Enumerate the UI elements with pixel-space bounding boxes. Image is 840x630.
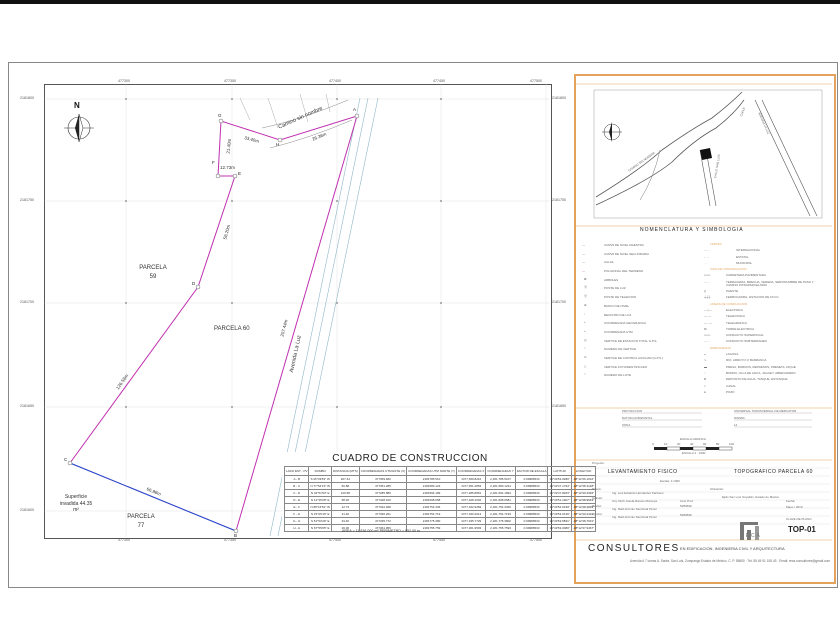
legend-heading: LIMITES	[710, 242, 722, 246]
column-header: LADO EST - PV	[285, 467, 309, 476]
drawn-by-value: Ing. Luis Eduardo Hernández Pacheco	[612, 491, 664, 495]
table-cell: N 88°16'52" W	[310, 505, 330, 509]
legend-right-list	[704, 242, 828, 396]
legend-item	[580, 346, 684, 355]
location-label: CALLE	[739, 106, 747, 118]
legend-item-label: CALLE	[604, 260, 614, 265]
legend-item	[580, 312, 684, 321]
column-header: COORDENADAS Y	[486, 467, 515, 476]
table-cell: G - H	[285, 518, 309, 525]
table-cell: 477342.928	[359, 504, 406, 511]
table-cell: 2181785.510	[407, 476, 457, 483]
column-header: COORDENADAS X	[457, 467, 486, 476]
table-cell: ±477,359.8216	[457, 476, 486, 483]
table-row	[285, 504, 596, 511]
table-cell: ±477,351.2853	[457, 483, 486, 490]
table-cell: -98°12'36.1016"	[572, 477, 595, 481]
legend-item	[580, 294, 684, 303]
location-label: AVENIDA LA LUZ	[757, 111, 771, 135]
legend-item-label: REGISTRO DE LUZ	[604, 312, 632, 317]
legend-item: ┼┼┼ FERROCARRIL, ESTACION DE FF.CC.	[704, 295, 780, 300]
date-value: Mayo / 2019	[786, 505, 803, 509]
column-header: DISTANCIA (MTS)	[331, 467, 359, 476]
table-cell: 0.99986533	[515, 518, 548, 525]
legend-item: —··— TELEGRAFICA	[704, 320, 747, 325]
table-cell: 19°43'53.5831"	[549, 519, 570, 523]
legend-symbol: - - -	[704, 248, 709, 253]
table-row	[285, 490, 596, 497]
legend-item-label: VERTICE FOTOIDENTIFICADO	[604, 364, 648, 369]
table-cell: 477359.820	[359, 476, 406, 483]
y-tick-label: 2181650	[20, 404, 34, 408]
plan-key-label: CLAVE DE PLANO	[786, 517, 812, 521]
legend-item	[580, 338, 684, 347]
vertex-label: D	[192, 281, 196, 286]
table-cell: 2181594.189	[407, 490, 457, 497]
company-logo: RECA	[740, 533, 762, 539]
y-tick-label: 2181800	[552, 96, 566, 100]
table-cell: 2181698.058	[407, 497, 457, 504]
legend-item: ● POZO	[704, 389, 735, 394]
table-cell: N 67°55'05" E	[310, 526, 330, 530]
project-label: Proyecto:	[592, 461, 605, 465]
table-cell: 33.40	[331, 518, 359, 525]
x-tick-label: 477500	[530, 79, 542, 83]
legend-symbol: ┼┼┼	[704, 295, 711, 300]
reviewed-by-value: Ing. Raúl Antonio Sandoval Pérez	[612, 507, 657, 511]
table-cell: 2,181,754.3366	[486, 504, 515, 511]
parcel-label: PARCELA 77	[127, 514, 155, 529]
table-cell: 2,181,594.1894	[486, 490, 515, 497]
table-cell: -98°12'38.4839"	[572, 505, 595, 509]
legend-item-label: POSTE DE TELEFONO	[604, 295, 637, 300]
y-tick-label: 2181650	[552, 404, 566, 408]
table-cell: 2,181,698.0581	[486, 497, 515, 504]
table-cell: -98°12'40.4394"	[572, 491, 595, 495]
table-cell: 26.36	[331, 525, 359, 532]
benchmark-icon: ⊕	[584, 302, 587, 307]
legend-symbol: - · -	[704, 254, 709, 259]
legend-symbol: · · ·	[704, 260, 709, 265]
legend-item: ═══ CONDUCTO SUPERFICIAL	[704, 333, 764, 338]
vertex-label: C	[64, 457, 68, 462]
table-cell: N 34°51'53" E	[310, 491, 330, 495]
calculated-by-label: Calculó:	[592, 496, 603, 500]
lot-number-icon: ○	[584, 372, 586, 377]
drawn-by-label: Dibujó:	[592, 487, 602, 491]
table-cell: ±477,330.2013	[457, 511, 486, 518]
legend-item-label: BANCO DE NIVEL	[604, 303, 630, 308]
geo-coordinate-icon: +	[584, 320, 586, 325]
table-cell: N 14°45'28" E	[310, 498, 330, 502]
legend-item: - - - CONDUCTO SUBTERRANEO	[704, 339, 767, 344]
table-cell: N 77°54'15" W	[310, 484, 330, 488]
table-cell: 2,181,580.1231	[486, 483, 515, 490]
x-tick-label: 477350	[224, 538, 236, 542]
table-cell: 477335.772	[359, 518, 406, 525]
utm-coordinate-icon: +	[584, 328, 586, 333]
company-subtitle: EN EDIFICACION, INGENIERIA CIVIL Y ARQUITECTURA	[680, 546, 785, 551]
distance-label: 58.20m	[222, 224, 232, 240]
control-vertex-icon: ⊙	[584, 354, 587, 359]
column-header: RUMBO	[309, 467, 332, 476]
table-cell: S 06°49'53" W	[310, 477, 330, 481]
legend-item-label: COORDENADA UTM	[604, 329, 633, 334]
y-tick-label: 2181600	[20, 508, 34, 512]
calculated-by-value: Arq. Ruth Josefa Ramos Montoya	[612, 499, 658, 503]
reviewed-by-label: Revisó:	[592, 504, 603, 508]
projection-value: 14	[734, 423, 738, 427]
vertex-label: A	[353, 107, 357, 112]
table-cell: 19°43'52.6199"	[549, 505, 570, 509]
x-tick-label: 477300	[118, 538, 130, 542]
table-cell: C - D	[285, 490, 309, 497]
table-row	[285, 511, 596, 518]
table-cell: 477351.285	[359, 483, 406, 490]
projection-key: PROYECCION	[622, 409, 643, 413]
legend-symbol: —	[582, 251, 585, 256]
table-cell: -98°12'38.4148"	[572, 484, 595, 488]
project-title: LEVANTAMIENTO FISICO	[608, 469, 678, 475]
table-cell: 19°43'53.0280"	[549, 477, 570, 481]
legend-item	[580, 364, 684, 373]
scale-title: ESCALA GRAFICA	[680, 437, 706, 441]
license-value: 5280596	[680, 513, 692, 517]
column-header: COORDENADAS UTM ESTE (X)	[359, 467, 406, 476]
table-cell: 2181755.759	[407, 525, 457, 532]
legend-item: ⊠ TORRE ELECTRICA	[704, 326, 755, 331]
table-row	[285, 483, 596, 490]
legend-item	[580, 355, 684, 364]
lagoon-icon: ◒	[704, 352, 706, 357]
tree-icon: ✿	[584, 276, 587, 281]
table-cell: 2181580.123	[407, 483, 457, 490]
table-cell: ±477,285.8891	[457, 490, 486, 497]
table-cell: 19°43'47.1794"	[549, 484, 570, 488]
company-address: Avenida # 7 lomas A. Santa. San Luis, Zumpango Estado de México. C. P. 55650 · Tel: 55 45 91 108 43 · Email: reca.consultores@gmail.com	[630, 559, 831, 563]
legend-item: - - - TERRACERIA, BRECHA, VEREDA, SERVIDUMBRE DE PASO Y CAMINO INTRAPARCELARIO	[704, 279, 814, 288]
table-cell: 12.73	[331, 504, 359, 511]
legend-item	[580, 242, 684, 251]
construction-table-title: CUADRO DE CONSTRUCCION	[332, 453, 488, 464]
legend-item: - - - INTERNACIONAL	[704, 248, 761, 253]
table-cell: 19°43'47.8263"	[549, 491, 570, 495]
table-cell: 0.99986533	[515, 483, 548, 490]
x-tick-label: 477400	[329, 538, 341, 542]
approved-by-value: Ing. Raúl Antonio Sandoval Pérez	[612, 515, 657, 519]
distance-label: 33.40m	[243, 135, 260, 144]
x-tick-label: 477450	[433, 538, 445, 542]
table-cell: E - F	[285, 504, 309, 511]
legend-item-label: POLIGONAL DEL TERRENO	[604, 269, 644, 274]
table-cell: 0.99986533	[515, 490, 548, 497]
date-label: Fecha:	[786, 499, 796, 503]
table-cell: -98°12'38.7931"	[572, 519, 595, 523]
legend-item	[580, 372, 684, 381]
x-tick-label: 477500	[530, 538, 542, 542]
table-cell: F - G	[285, 511, 309, 518]
light-pole-icon: Ⓟ	[584, 285, 588, 290]
legend-symbol: —··—	[704, 320, 712, 325]
avenue-label: Avenida La Luz	[289, 334, 303, 374]
legend-heading: LINEAS DE CONDUCCION	[710, 301, 748, 306]
legend-item-label: NUMERO DE VERTICE	[604, 347, 637, 352]
y-tick-label: 2181800	[20, 96, 34, 100]
table-cell: 66.88	[331, 483, 359, 490]
table-cell: D - E	[285, 497, 309, 504]
register-icon: ▫	[584, 311, 586, 316]
legend-left-list	[580, 242, 684, 381]
total-station-icon: ◎	[584, 337, 587, 342]
legend-item: )( PUENTE	[704, 289, 739, 294]
table-row	[285, 518, 596, 525]
table-cell: 0.99986533	[515, 497, 548, 504]
project-subtitle: TOPOGRAFICO PARCELA 60	[734, 469, 813, 475]
legend-item	[580, 259, 684, 268]
location-label: CALLE SAN LUIS	[713, 154, 722, 179]
surface-note: Superficie invadida 44.35 m²	[59, 494, 93, 513]
legend-symbol: )(	[704, 289, 706, 294]
table-cell: 0.99986533	[515, 476, 548, 483]
dam-icon: ▬	[704, 364, 707, 369]
table-cell: 2181754.719	[407, 511, 457, 518]
legend-symbol: —	[582, 260, 585, 265]
table-cell: ±477,328.1002	[457, 497, 486, 504]
legend-item: ≈ CANAL	[704, 383, 737, 388]
vertex-label: E	[238, 171, 242, 176]
company-name: CONSULTORES	[588, 543, 680, 554]
canal-icon: ≈	[704, 383, 706, 388]
telephone-pole-icon: Ⓣ	[584, 294, 588, 299]
license-label: Céd. Prof.	[680, 499, 694, 503]
table-row	[285, 476, 596, 483]
column-header: FACTOR DE ESCALA	[515, 467, 548, 476]
table-cell: 2,181,775.3802	[486, 518, 515, 525]
table-row	[285, 525, 596, 532]
y-tick-label: 2181750	[20, 198, 34, 202]
legend-item: · · · MUNICIPAL	[704, 260, 753, 265]
vertex-label: F	[212, 160, 215, 165]
pond-icon: ◌	[704, 370, 706, 375]
x-tick-label: 477400	[329, 79, 341, 83]
legend-symbol: —	[582, 269, 585, 274]
column-header: LATITUD	[548, 467, 571, 476]
legend-heading: VIAS DE COMUNICACION	[710, 267, 747, 272]
table-cell: 477328.100	[359, 497, 406, 504]
table-cell: 2,181,755.7593	[486, 525, 515, 532]
table-cell: S 51°53'29" E	[310, 519, 330, 523]
vertex-label: B	[234, 533, 238, 538]
legend-item-label: COORDENADA GEOGRAFICA	[604, 321, 647, 326]
projection-key: ZONA	[622, 423, 631, 427]
legend-item: —·— TELEFONICA	[704, 314, 745, 319]
location-field-label: Ubicación:	[710, 487, 725, 491]
legend-symbol: - - -	[704, 279, 709, 284]
table-cell: ±477,335.7729	[457, 518, 486, 525]
river-icon: ∿	[704, 358, 707, 363]
table-cell: 58.20	[331, 497, 359, 504]
x-tick-label: 477350	[224, 79, 236, 83]
legend-symbol: ═══	[704, 273, 711, 278]
distance-label: 12.73m	[220, 165, 236, 170]
legend-item: ◒ LAGUNA	[704, 352, 739, 357]
table-cell: 2,181,785.5107	[486, 476, 515, 483]
scale-tick: 20	[677, 442, 681, 446]
table-cell: -98°12'38.9943"	[572, 498, 595, 502]
table-cell: 19°43'53.0080"	[549, 526, 570, 530]
legend-symbol: ═══	[704, 333, 711, 338]
scale-tick: 80	[716, 442, 720, 446]
table-cell: 207.44	[331, 476, 359, 483]
scale-field: Escala: 1:1000	[660, 479, 680, 483]
scale-ratio: ESCALA 1 : 1000	[682, 451, 706, 455]
photo-vertex-icon: △	[584, 363, 587, 368]
column-header: COORDENADAS UTM NORTE (Y)	[407, 467, 457, 476]
location-label: CAMINO SIN NOMBRE	[627, 150, 656, 173]
table-cell: ±477,361.9593	[457, 525, 486, 532]
table-cell: B - C	[285, 483, 309, 490]
legend-item-label: NUMERO DE LOTE	[604, 373, 632, 378]
legend-item-label: POSTE DE LUZ	[604, 286, 626, 291]
plan-number: TOP-01	[788, 525, 816, 534]
table-cell: H - A	[285, 525, 309, 532]
table-cell: 21.40	[331, 511, 359, 518]
north-arrow-label: N	[74, 101, 80, 110]
table-cell: 477285.889	[359, 490, 406, 497]
legend-item-label: VERTICE DE ESTACION TOTAL G.P.S.	[604, 338, 658, 343]
table-cell: -98°12'39.2432"	[572, 512, 595, 516]
table-cell: 19°43'53.0136"	[549, 512, 570, 516]
legend-item	[580, 268, 684, 277]
legend-item: ◘ DEPOSITO DE AGUA, TANQUE, ESTANQUE	[704, 377, 788, 382]
table-cell: 2,181,754.7193	[486, 511, 515, 518]
projection-value: UNIVERSAL TRANSVERSAL DE MERCATOR	[734, 409, 797, 413]
legend-item: - · - ESTATAL	[704, 254, 749, 259]
legend-item	[580, 303, 684, 312]
distance-label: 126.58m	[115, 373, 130, 391]
well-icon: ●	[704, 389, 706, 394]
distance-label: 207.44m	[279, 318, 289, 338]
scale-tick: 0	[652, 442, 654, 446]
legend-item	[580, 320, 684, 329]
parcel-label: PARCELA 60	[214, 326, 250, 332]
table-cell: 0.99986533	[515, 525, 548, 532]
table-cell: A - B	[285, 476, 309, 483]
scale-tick: 60	[703, 442, 707, 446]
tower-icon: ⊠	[704, 326, 707, 331]
construction-table-grid	[284, 466, 596, 532]
table-cell: -98°12'37.9467"	[572, 526, 595, 530]
table-row	[285, 497, 596, 504]
table-cell: 19°43'51.1907"	[549, 498, 570, 502]
area-perimeter-footer: AREA = 11,836.000 m² PERIMETRO = 552.00 m	[342, 529, 421, 533]
legend-item	[580, 329, 684, 338]
table-cell: N 15°05'16" E	[310, 512, 330, 516]
table-cell: 0.99986533	[515, 504, 548, 511]
legend-item-label: ARBOLES	[604, 277, 619, 282]
table-cell: 477361.959	[359, 525, 406, 532]
legend-item: ◌ BORDO, OLLA DE AGUA, JAGUEY, ABREVADERO	[704, 370, 796, 375]
legend-symbol: —◇—	[704, 307, 713, 312]
distance-label: 66.88m	[145, 486, 162, 497]
legend-symbol: —·—	[704, 314, 711, 319]
table-cell: 2181775.380	[407, 518, 457, 525]
scale-tick: 40	[690, 442, 694, 446]
vertex-number-icon: ○	[584, 346, 586, 351]
table-cell: 477330.201	[359, 511, 406, 518]
vertex-label: G	[218, 113, 222, 118]
legend-heading: HIDROGRAFIA	[710, 345, 731, 350]
license-value: 5280596	[680, 504, 692, 508]
column-header: LONGITUD	[571, 467, 595, 476]
legend-symbol: —	[582, 243, 585, 247]
legend-item-label: CURVA DE NIVEL MAESTRA	[604, 243, 644, 247]
location-field-value: Ejido San Luis Soyatlán, Estado de México	[722, 495, 780, 499]
legend-symbol: - - -	[704, 339, 709, 344]
projection-key: DATUM HORIZONTAL	[622, 416, 653, 420]
table-cell: 0.99986533	[515, 511, 548, 518]
x-tick-label: 477450	[433, 79, 445, 83]
legend-item-label: VERTICE DE CONTROL AUXILIAR (G.P.S.)	[604, 355, 663, 360]
legend-item: ═══ CARRETERA PAVIMENTADA	[704, 273, 767, 278]
y-tick-label: 2181750	[552, 198, 566, 202]
x-tick-label: 477300	[118, 79, 130, 83]
legend-item: ▬ PRESA, BORDOS, REPRESOS, PRESETA, DIQUE	[704, 364, 796, 369]
construction-table	[282, 452, 595, 538]
y-tick-label: 2181700	[552, 300, 566, 304]
table-cell: 126.58	[331, 490, 359, 497]
legend-item: ∿ RIO, ARROYO O BARRANCA	[704, 358, 767, 363]
legend-title: NOMENCLATURA Y SIMBOLOGIA	[640, 227, 744, 233]
legend-item	[580, 277, 684, 286]
distance-label: 21.40m	[225, 138, 233, 154]
road-label: Camino sin nombre	[277, 105, 324, 131]
legend-item: —◇— ELECTRICA	[704, 307, 743, 312]
distance-label: 26.36m	[311, 131, 328, 142]
table-header-row	[285, 467, 596, 476]
table-cell: 2181754.336	[407, 504, 457, 511]
projection-value: WGS84	[734, 416, 745, 420]
scale-tick: 100	[729, 442, 735, 446]
parcel-label: PARCELA 59	[139, 265, 167, 280]
y-tick-label: 2181700	[20, 300, 34, 304]
approved-by-label: Aprobó:	[592, 512, 603, 516]
legend-item-label: CURVA DE NIVEL SECUNDARIA	[604, 251, 649, 256]
legend-item	[580, 251, 684, 260]
vertex-label: H	[276, 142, 280, 147]
scale-tick: 10	[664, 442, 668, 446]
table-cell: ±477,342.9283	[457, 504, 486, 511]
tank-icon: ◘	[704, 377, 706, 382]
legend-item	[580, 285, 684, 294]
